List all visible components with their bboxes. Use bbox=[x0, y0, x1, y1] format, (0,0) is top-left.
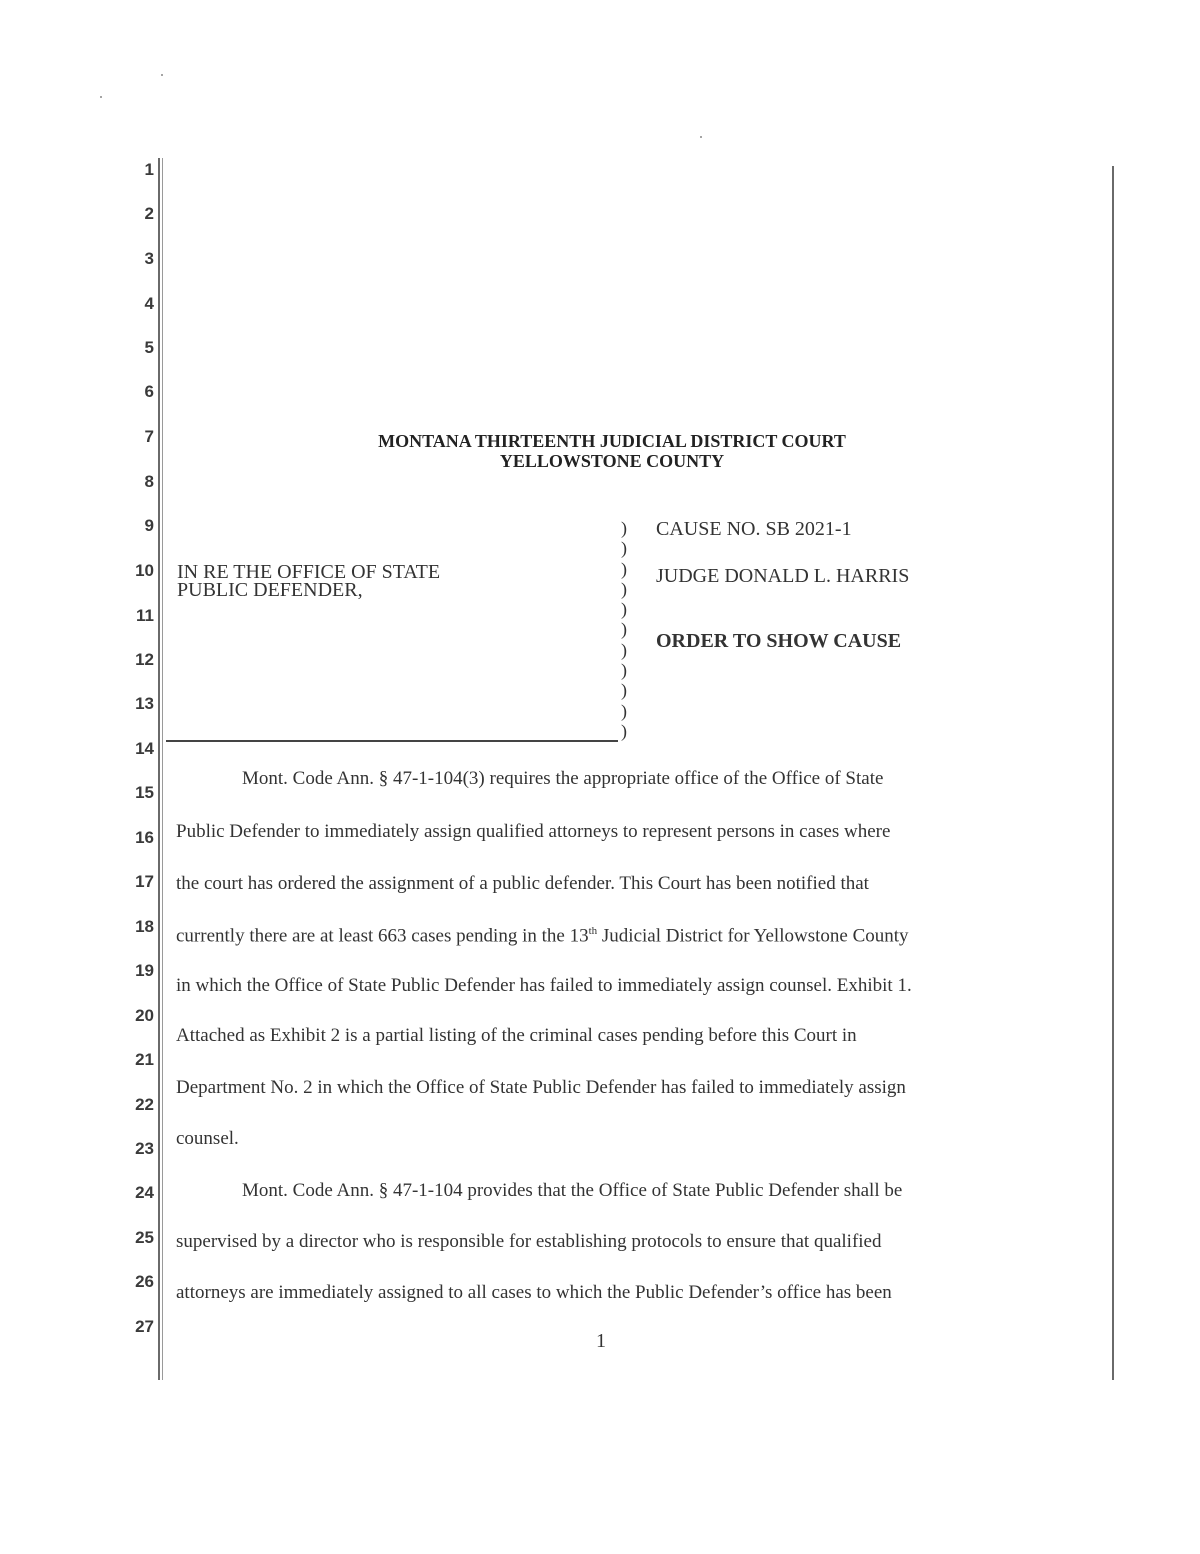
caption-parentheses bbox=[621, 518, 627, 741]
line-number: 22 bbox=[135, 1095, 154, 1114]
body-line: Mont. Code Ann. § 47-1-104(3) requires the appropriate office of the Office of State bbox=[242, 768, 884, 789]
body-line: Public Defender to immediately assign qualified attorneys to represent persons in cases where bbox=[176, 821, 891, 842]
cause-number: CAUSE NO. SB 2021-1 bbox=[656, 518, 852, 540]
body-line: attorneys are immediately assigned to all cases to which the Public Defender’s office has been bbox=[176, 1282, 892, 1303]
line-number: 11 bbox=[136, 606, 154, 625]
line-number: 8 bbox=[144, 472, 154, 491]
line-number: 24 bbox=[135, 1183, 154, 1202]
line-number: 4 bbox=[144, 294, 154, 313]
page-number: 1 bbox=[596, 1330, 606, 1352]
line-number: 7 bbox=[144, 427, 154, 446]
paren-mark: ) bbox=[621, 619, 627, 640]
line-number: 21 bbox=[135, 1050, 154, 1069]
line-number: 5 bbox=[144, 338, 154, 357]
line-number: 2 bbox=[144, 204, 154, 223]
line-number: 27 bbox=[135, 1317, 154, 1336]
body-line: in which the Office of State Public Defender has failed to immediately assign counsel. Exhibit 1. bbox=[176, 975, 912, 996]
line-number: 9 bbox=[144, 516, 154, 535]
line-number: 10 bbox=[135, 561, 154, 580]
line-number: 23 bbox=[135, 1139, 154, 1158]
line-number: 14 bbox=[135, 739, 154, 758]
party-line: PUBLIC DEFENDER, bbox=[177, 579, 363, 601]
left-margin-rule-inner bbox=[162, 158, 163, 1380]
line-number: 3 bbox=[144, 249, 154, 268]
paren-mark: ) bbox=[621, 599, 627, 620]
ordinal-suffix: th bbox=[588, 925, 598, 937]
line-number: 19 bbox=[135, 961, 154, 980]
caption-underline bbox=[166, 740, 618, 742]
body-line: Department No. 2 in which the Office of State Public Defender has failed to immediately assign bbox=[176, 1077, 906, 1098]
line-number: 16 bbox=[135, 828, 154, 847]
line-number: 1 bbox=[144, 160, 154, 179]
body-text: currently there are at least 663 cases pending in the 13 bbox=[176, 925, 589, 947]
line-number: 6 bbox=[144, 382, 154, 401]
line-number: 13 bbox=[135, 694, 154, 713]
line-number: 20 bbox=[135, 1006, 154, 1025]
line-number: 12 bbox=[135, 650, 154, 669]
body-line: supervised by a director who is responsible for establishing protocols to ensure that qualified bbox=[176, 1231, 882, 1252]
line-number: 18 bbox=[135, 917, 154, 936]
scan-speck bbox=[161, 74, 163, 76]
body-line: Mont. Code Ann. § 47-1-104 provides that the Office of State Public Defender shall be bbox=[242, 1180, 903, 1201]
caption-party bbox=[177, 563, 440, 599]
court-name: MONTANA THIRTEENTH JUDICIAL DISTRICT COURT bbox=[378, 431, 846, 451]
line-number: 25 bbox=[135, 1228, 154, 1247]
right-margin-rule bbox=[1112, 166, 1114, 1380]
paren-mark: ) bbox=[621, 578, 627, 599]
left-margin-rule bbox=[158, 158, 160, 1380]
document-title: ORDER TO SHOW CAUSE bbox=[656, 630, 902, 652]
paren-mark: ) bbox=[621, 518, 627, 538]
scan-speck bbox=[700, 136, 702, 138]
body-line: Attached as Exhibit 2 is a partial listing of the criminal cases pending before this Court in bbox=[176, 1025, 857, 1046]
paren-mark: ) bbox=[621, 720, 627, 741]
court-county: YELLOWSTONE COUNTY bbox=[499, 451, 725, 471]
party-line: IN RE THE OFFICE OF STATE bbox=[177, 561, 441, 583]
body-text: Judicial District for Yellowstone County bbox=[597, 925, 909, 947]
judge-name: JUDGE DONALD L. HARRIS bbox=[656, 565, 910, 587]
paren-mark: ) bbox=[621, 680, 627, 701]
paren-mark: ) bbox=[621, 538, 627, 559]
paren-mark: ) bbox=[621, 660, 627, 681]
paren-mark: ) bbox=[621, 700, 627, 721]
paren-mark: ) bbox=[621, 558, 627, 579]
paren-mark: ) bbox=[621, 639, 627, 660]
line-number: 26 bbox=[135, 1272, 154, 1291]
body-line: the court has ordered the assignment of a public defender. This Court has been notified that bbox=[176, 873, 869, 894]
line-number: 15 bbox=[135, 783, 154, 802]
body-line: counsel. bbox=[176, 1128, 239, 1149]
body-line bbox=[176, 925, 909, 947]
scan-speck bbox=[100, 96, 102, 98]
line-number: 17 bbox=[135, 872, 154, 891]
